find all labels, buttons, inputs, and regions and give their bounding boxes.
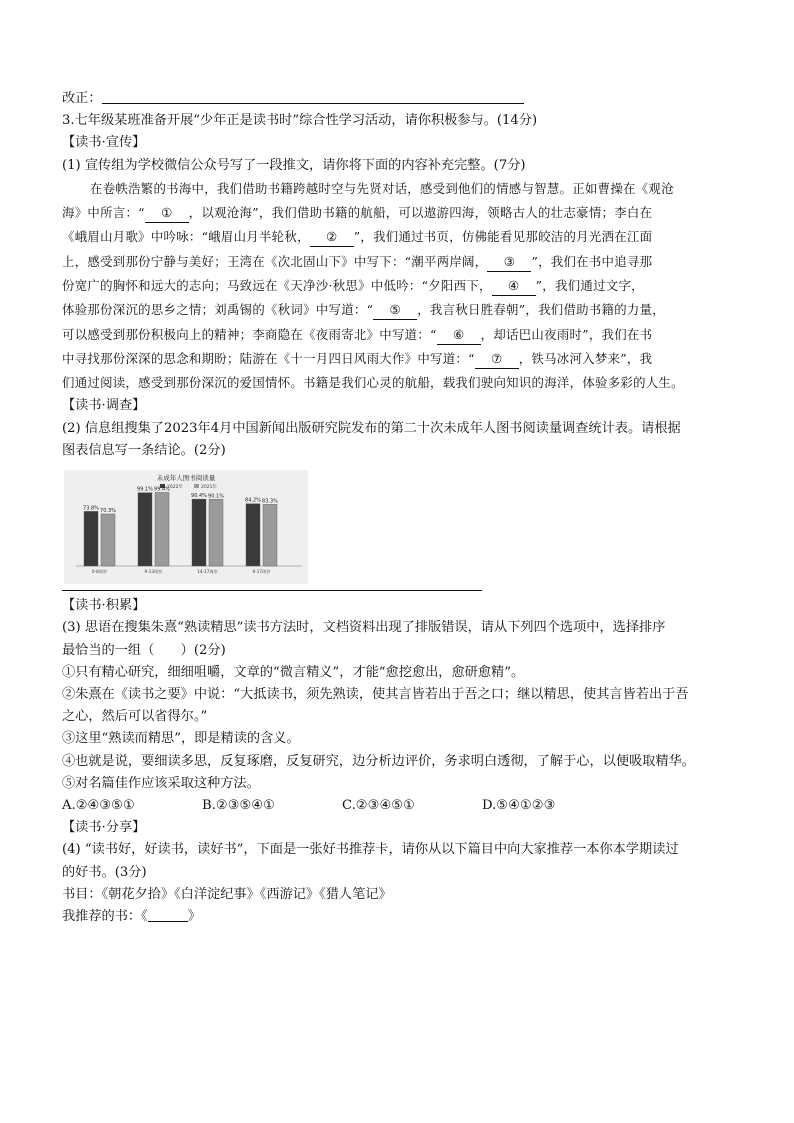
data-label: 99.1%	[137, 486, 153, 493]
section-heading-share: 【读书·分享】	[62, 820, 146, 836]
bar-1-1	[155, 493, 169, 567]
recommend-prefix: 我推荐的书：《	[62, 908, 148, 924]
ordering-item-2: ②朱熹在《读书之要》中说：“大抵读书，须先熟读，使其言皆若出于吾之口；继以精思，使其言皆若出于吾	[62, 686, 689, 702]
question-3-4-prompt-line1: (4) “读书好，好读书，读好书”，下面是一张好书推荐卡，请你从以下篇目中向大家推荐一本你本学期读过	[62, 842, 679, 858]
category-label: 14-17周岁	[197, 569, 218, 575]
fill-blank-4[interactable]: ④	[492, 277, 536, 296]
data-label: 83.3%	[262, 498, 278, 505]
passage-line: 在卷帙浩繁的书海中，我们借助书籍跨越时空与先贤对话，感受到他们的情感与智慧。正如曹操在《观沧	[90, 180, 674, 196]
question-3-3-prompt-line2: 最恰当的一组（ ）(2分)	[62, 642, 226, 658]
fill-blank-5[interactable]: ⑤	[373, 301, 417, 320]
option-b[interactable]: B.②③⑤④①	[202, 797, 275, 813]
data-label: 84.2%	[245, 497, 261, 504]
legend-label: 2022年	[167, 485, 183, 491]
category-label: 0-8周岁	[91, 569, 108, 575]
question-3-title: 3.七年级某班准备开展“少年正是读书时”综合性学习活动，请你积极参与。(14分)	[62, 113, 538, 129]
fill-blank-3[interactable]: ③	[487, 253, 531, 272]
correction-answer-blank[interactable]	[102, 103, 524, 104]
data-label: 70.3%	[100, 508, 116, 515]
fill-blank-1[interactable]: ①	[145, 204, 189, 223]
exam-page	[62, 88, 742, 928]
question-3-2-prompt-line1: (2) 信息组搜集了2023年4月中国新闻出版研究院发布的第二十次未成年人图书阅读量调查统计表。请根据	[62, 420, 681, 436]
passage-line: 们通过阅读，感受到那份深沉的爱国情怀。书籍是我们心灵的航船，载我们驶向知识的海洋，体验多彩的人生。	[62, 375, 684, 391]
section-heading-survey: 【读书·调查】	[62, 398, 146, 414]
recommend-suffix: 》	[187, 908, 201, 924]
recommend-book-blank[interactable]	[148, 921, 188, 922]
passage-line: 份宽广的胸怀和远大的志向；马致远在《天净沙·秋思》中低吟：“夕阳西下， ④ ”，我们通过文字，	[62, 274, 742, 298]
fill-blank-7[interactable]: ⑦	[475, 350, 519, 369]
conclusion-answer-line[interactable]	[62, 590, 482, 591]
ordering-item-4: ④也就是说，要细读多思，反复琢磨，反复研究，边分析边评价，务求明白透彻，了解于心，以便吸取精华。	[62, 753, 695, 769]
bar-1-0	[101, 514, 115, 566]
bar-chart-svg	[64, 470, 308, 584]
bar-0-2	[192, 499, 206, 566]
answer-options	[62, 795, 742, 817]
question-3-4-prompt-line2: 的好书。(3分)	[62, 864, 147, 880]
correction-line	[62, 88, 742, 110]
chart-title: 未成年人图书阅读量	[156, 474, 216, 483]
question-3-2-prompt-line2: 图表信息写一条结论。(2分)	[62, 442, 226, 458]
question-3-1-prompt: (1) 宣传组为学校微信公众号写了一段推文，请你将下面的内容补充完整。(7分)	[62, 157, 526, 173]
ordering-item-2-cont: 之心，然后可以省得尔。”	[62, 709, 208, 725]
bar-1-2	[209, 499, 223, 566]
recommend-line	[62, 906, 742, 928]
bar-1-3	[263, 504, 277, 566]
passage-line: 可以感受到那份积极向上的精神；李商隐在《夜雨寄北》中写道：“ ⑥ ，却话巴山夜雨时”，我们在书	[62, 323, 742, 347]
passage-line: 《峨眉山月歌》中吟咏：“峨眉山月半轮秋， ② ”，我们通过书页，仿佛能看见那皎洁的月光洒在江面	[62, 225, 742, 249]
promotion-passage	[62, 177, 742, 396]
legend-label: 2021年	[201, 485, 217, 491]
data-label: 73.8%	[83, 505, 99, 512]
option-a[interactable]: A.②④③⑤①	[62, 797, 135, 813]
legend-swatch	[194, 484, 199, 488]
data-label: 90.1%	[208, 493, 224, 500]
correction-label: 改正：	[62, 91, 102, 106]
section-heading-accumulate: 【读书·积累】	[62, 598, 146, 614]
question-3-3-prompt-line1: (3) 思语在搜集朱熹“熟读精思”读书方法时，文档资料出现了排版错误，请从下列四个选项中，选择排序	[62, 620, 666, 636]
reading-survey-chart	[64, 470, 308, 584]
option-d[interactable]: D.⑤④①②③	[482, 797, 556, 813]
fill-blank-2[interactable]: ②	[310, 228, 354, 247]
passage-line: 上，感受到那份宁静与美好；王湾在《次北固山下》中写下：“潮平两岸阔， ③ ”，我们在书中追寻那	[62, 250, 742, 274]
bar-0-3	[246, 504, 260, 566]
category-label: 0-17周岁	[252, 569, 271, 575]
section-heading-promotion: 【读书·宣传】	[62, 135, 146, 151]
category-label: 9-13周岁	[144, 569, 163, 575]
data-label: 99.4%	[154, 486, 170, 493]
option-c[interactable]: C.②③④⑤①	[342, 797, 415, 813]
passage-line: 体验那份深沉的思乡之情；刘禹锡的《秋词》中写道：“ ⑤ ，我言秋日胜春朝”，我们借助书籍的力量，	[62, 298, 742, 322]
passage-line: 海》中所言：“ ① ，以观沧海”，我们借助书籍的航船，可以遨游四海，领略古人的壮志豪情；李白在	[62, 201, 742, 225]
passage-line: 中寻找那份深深的思念和期盼；陆游在《十一月四日风雨大作》中写道：“ ⑦ ，铁马冰河入梦来”，我	[62, 347, 742, 371]
fill-blank-6[interactable]: ⑥	[437, 326, 481, 345]
ordering-item-1: ①只有精心研究，细细咀嚼，文章的“微言精义”，才能“愈挖愈出，愈研愈精”。	[62, 664, 525, 680]
data-label: 90.4%	[191, 493, 207, 500]
bar-0-0	[84, 511, 98, 566]
book-list: 书目：《朝花夕拾》《白洋淀纪事》《西游记》《猎人笔记》	[62, 886, 392, 902]
bar-0-1	[138, 493, 152, 566]
ordering-item-5: ⑤对名篇佳作应该采取这种方法。	[62, 775, 260, 791]
ordering-item-3: ③这里“熟读而精思”，即是精读的含义。	[62, 731, 300, 747]
